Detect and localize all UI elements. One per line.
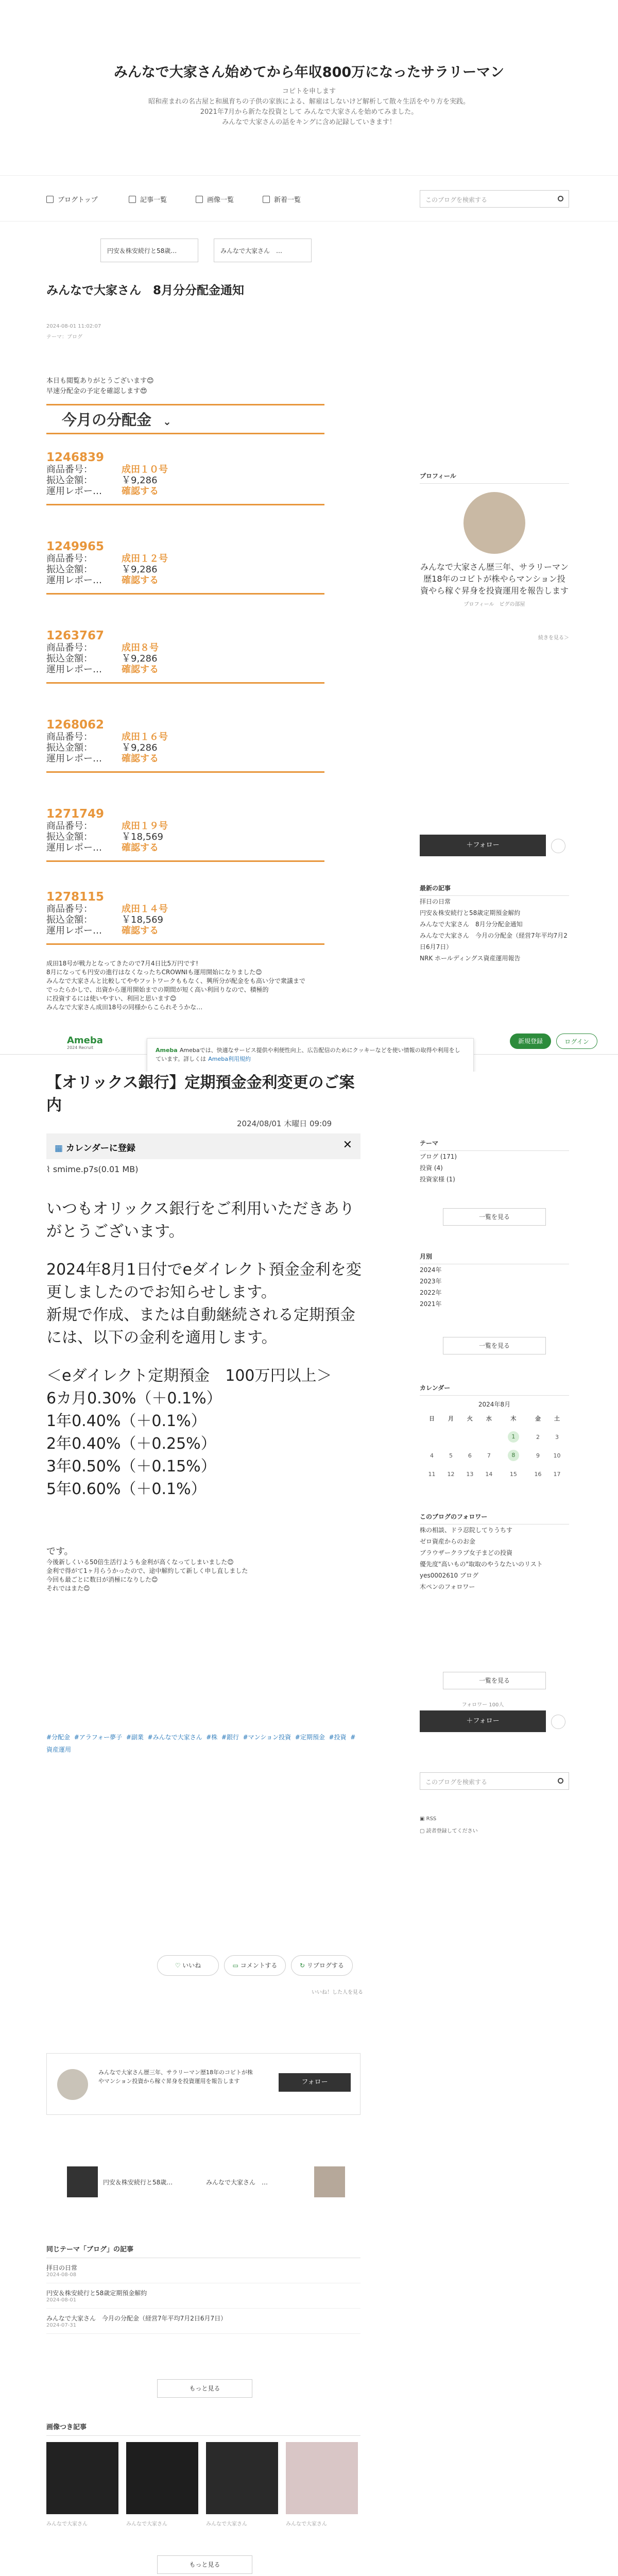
more-options-icon[interactable] — [551, 1715, 565, 1729]
fund-name-key: 商品番号： — [46, 464, 93, 475]
hashtag[interactable]: #分配金 — [46, 1734, 71, 1741]
search-placeholder: このブログを検索する — [425, 1778, 488, 1786]
fund-block — [46, 629, 324, 684]
email-line — [46, 1349, 366, 1365]
theme-section — [420, 1139, 569, 1185]
nav-image-list[interactable] — [196, 194, 234, 204]
hashtag[interactable]: #株 — [206, 1734, 218, 1741]
next-article-button[interactable] — [214, 239, 312, 262]
fund-name[interactable]: 成田１４号 — [122, 904, 168, 914]
profile-more-link[interactable]: 続きを見る＞ — [538, 635, 569, 641]
entry-paragraph — [46, 959, 360, 1012]
prev-article-link[interactable]: 円安＆株安続行と58歳… — [103, 2179, 173, 2186]
fund-block — [46, 890, 324, 945]
entry-theme[interactable]: テーマ：ブログ — [46, 334, 82, 340]
calendar-day: 17 — [553, 1470, 561, 1478]
calendar-label: カレンダーに登録 — [65, 1143, 135, 1154]
prev-article-button[interactable] — [100, 239, 198, 262]
image-thumb[interactable] — [286, 2442, 358, 2514]
archive-section — [420, 1252, 569, 1310]
email-line: 2年0.40%（＋0.25%） — [46, 1435, 216, 1453]
fund-report-key: 運用レポー… — [46, 575, 102, 586]
image-thumb[interactable] — [126, 2442, 198, 2514]
email-line: 1年0.40%（＋0.1%） — [46, 1412, 207, 1430]
fund-name-key: 商品番号： — [46, 732, 93, 742]
cookie-brand: Ameba — [156, 1047, 178, 1054]
calendar-day: 15 — [509, 1470, 517, 1478]
nav-label: 記事一覧 — [140, 196, 167, 204]
more-button[interactable]: もっと見る — [157, 2555, 252, 2574]
fund-name[interactable]: 成田１２号 — [122, 553, 168, 564]
recent-item[interactable]: 円安＆株安続行と58歳定期預金解約 — [420, 909, 521, 917]
calendar-section — [420, 1383, 569, 1409]
calendar-month: 2024年8月 — [478, 1401, 511, 1408]
hashtag-list — [46, 1731, 360, 1756]
email-line: 新規で作成、または自動継続される定期預金には、以下の金利を適用します。 — [46, 1306, 355, 1347]
paragraph-line: 成田18号が戦力となってきたので7月4日比5万円です! — [46, 960, 198, 967]
nav-article-list[interactable] — [129, 194, 167, 204]
theme-heading: テーマ — [420, 1139, 569, 1151]
fund-name[interactable]: 成田８号 — [122, 642, 159, 653]
fund-name[interactable]: 成田１９号 — [122, 821, 168, 832]
cookie-text: Amebaでは、快適なサービス提供や利便性向上、広告配信のためにクッキーなどを使い情報の取得や利用をしています。詳しくは — [156, 1047, 460, 1062]
image-icon — [196, 196, 203, 203]
image-caption[interactable]: みんなで大家さん — [286, 2521, 327, 2527]
list-item[interactable] — [46, 2258, 360, 2283]
weekday: 日 — [428, 1415, 435, 1422]
more-button[interactable]: 一覧を見る — [443, 1672, 546, 1689]
rss-link[interactable] — [420, 1816, 436, 1822]
fund-block — [46, 540, 324, 595]
item-date: 2024-08-01 — [46, 2297, 77, 2303]
image-articles-section — [46, 2421, 360, 2436]
blog-search-input[interactable] — [420, 190, 569, 208]
theme-item[interactable]: ブログ (171) — [420, 1153, 457, 1160]
paragraph-line: みんなで大家さん成田18号の同様からこられそうかな… — [46, 1004, 203, 1011]
email-subject: 【オリックス銀行】定期預金金利変更のご案内 — [46, 1074, 355, 1114]
divider — [46, 593, 324, 595]
item-title: 円安＆株安続行と58歳定期預金解約 — [46, 2290, 147, 2297]
ameba-sub: 2024 Recruit — [67, 1045, 94, 1050]
hashtag[interactable]: #銀行 — [221, 1734, 239, 1741]
fund-code: 1263767 — [46, 629, 105, 642]
nav-label: 新着一覧 — [274, 196, 301, 204]
calendar-day: 5 — [449, 1452, 453, 1459]
reblog-label: リブログする — [306, 1962, 344, 1969]
cookie-terms-link[interactable]: Ameba利用規約 — [208, 1056, 251, 1062]
signup-button[interactable]: 新規登録 — [510, 1033, 551, 1049]
prev-thumb[interactable] — [67, 2166, 98, 2197]
hashtag[interactable]: #副業 — [126, 1734, 144, 1741]
calendar-day-with-post[interactable]: 1 — [508, 1431, 519, 1443]
email-line: 6カ月0.30%（＋0.1%） — [46, 1389, 222, 1408]
blog-desc-line: コピトを申します — [282, 88, 336, 95]
recent-item[interactable]: みんなで大家さん 今月の分配金（経営7年平均7月2日6月7日） — [420, 932, 568, 951]
item-title: 拝日の日常 — [46, 2264, 78, 2272]
email-line — [46, 1243, 366, 1259]
follower-item[interactable]: 株の相談、ドラ忍院してりうちす — [420, 1527, 513, 1534]
paragraph-line: 今回も最ごとに数日が消極になりした😊 — [46, 1576, 158, 1583]
weekday: 月 — [448, 1415, 454, 1422]
fund-block — [46, 451, 324, 505]
fund-code: 1246839 — [46, 451, 105, 464]
calendar-day — [441, 1428, 460, 1446]
fund-report-key: 運用レポー… — [46, 664, 102, 675]
reaction-bar — [157, 1955, 363, 1977]
fund-name-key: 商品番号： — [46, 904, 93, 914]
rss-label: RSS — [426, 1816, 437, 1822]
nav-new-list[interactable] — [263, 194, 301, 204]
calendar-day: 14 — [485, 1470, 493, 1478]
like-button[interactable] — [157, 1955, 219, 1976]
blog-header — [0, 0, 618, 144]
attachment-name: smime.p7s(0.01 MB) — [53, 1164, 139, 1174]
new-icon — [263, 196, 270, 203]
fund-report-key: 運用レポー… — [46, 925, 102, 936]
follower-item[interactable]: 木ペンのフォロワー — [420, 1583, 475, 1590]
paragraph-line: に投資するには使いやすい、利回と思います😊 — [46, 995, 177, 1002]
author-card — [46, 2053, 360, 2115]
fund-report-link[interactable]: 確認する — [122, 575, 159, 586]
calendar-day: 13 — [466, 1470, 474, 1478]
fund-amount-key: 振込金額： — [46, 653, 93, 664]
calendar-heading: カレンダー — [420, 1383, 569, 1396]
article-pager — [46, 2166, 360, 2202]
divider — [46, 771, 324, 773]
image-caption[interactable]: みんなで大家さん — [126, 2521, 167, 2527]
image-thumb[interactable] — [206, 2442, 278, 2514]
next-article-link[interactable]: みんなで大家さん … — [206, 2179, 268, 2186]
fund-report-link[interactable]: 確認する — [122, 664, 159, 675]
paragraph-line: 今後新しくいる50倍生活行ようも金利が高くなってしまいました😊 — [46, 1558, 234, 1566]
fund-amount-key: 振込金額： — [46, 564, 93, 575]
fund-report-key: 運用レポー… — [46, 753, 102, 764]
recent-item[interactable]: みんなで大家さん 8月分分配金通知 — [420, 921, 523, 928]
section-heading — [46, 404, 324, 434]
archive-item[interactable]: 2021年 — [420, 1300, 442, 1308]
section-heading-text: 今月の分配金 — [62, 411, 152, 429]
list-item[interactable] — [46, 2309, 360, 2334]
fund-name-key: 商品番号： — [46, 821, 93, 832]
email-line: いつもオリックス銀行をご利用いただきありがとうございます。 — [46, 1200, 355, 1241]
item-date: 2024-07-31 — [46, 2323, 77, 2328]
same-theme-section — [46, 2244, 360, 2334]
calendar-day: 9 — [536, 1452, 540, 1459]
fund-code: 1278115 — [46, 890, 105, 904]
paragraph-line: それではまた😊 — [46, 1585, 90, 1592]
paperclip-icon: ⌇ — [46, 1164, 53, 1174]
follower-section — [420, 1512, 569, 1592]
fund-report-link[interactable]: 確認する — [122, 753, 159, 764]
reader-icon: ▢ — [420, 1828, 426, 1834]
entry-intro: 本日も閲覧ありがとうございます😊 — [46, 377, 154, 385]
fund-amount: ￥9,286 — [122, 742, 158, 753]
paragraph-line: です。 — [46, 1546, 74, 1557]
fund-amount-key: 振込金額： — [46, 832, 93, 842]
entry-intro: 早速分配金の予定を確認します😍 — [46, 387, 147, 395]
image-thumb[interactable] — [46, 2442, 118, 2514]
nav-blog-top[interactable] — [46, 194, 98, 204]
calendar — [422, 1409, 566, 1483]
follower-item[interactable]: yes0002610 ブログ — [420, 1572, 478, 1579]
reader-register-link[interactable] — [420, 1826, 478, 1834]
calendar-day: 2 — [536, 1433, 540, 1440]
follow-button[interactable]: ＋フォロー — [420, 1710, 546, 1732]
follow-button[interactable]: ＋フォロー — [420, 835, 546, 856]
calendar-day — [422, 1428, 441, 1446]
same-theme-heading: 同じテーマ「ブログ」の記事 — [46, 2244, 360, 2258]
fund-name[interactable]: 成田１０号 — [122, 464, 168, 475]
fund-amount-key: 振込金額： — [46, 475, 93, 486]
weekday: 金 — [535, 1415, 541, 1422]
hashtag[interactable]: #定期預金 — [295, 1734, 325, 1741]
calendar-day — [460, 1428, 479, 1446]
theme-item[interactable]: 投資 (4) — [420, 1164, 443, 1172]
rss-icon: ▣ — [420, 1816, 426, 1822]
email-line: ＜eダイレクト定期預金 100万円以上＞ — [46, 1367, 332, 1385]
avatar[interactable] — [57, 2069, 88, 2100]
paragraph-line: 金利で得がて1ヶ月らうかったので、途中解約して新しく申し直しました — [46, 1567, 248, 1574]
hashtag[interactable]: #みんなで大家さん — [147, 1734, 202, 1741]
weekday: 水 — [486, 1415, 492, 1422]
calendar-day: 11 — [428, 1470, 436, 1478]
hashtag[interactable]: #マンション投資 — [243, 1734, 291, 1741]
fund-code: 1249965 — [46, 540, 105, 553]
calendar-day: 4 — [430, 1452, 434, 1459]
fund-name-key: 商品番号： — [46, 553, 93, 564]
ameba-logo[interactable]: Ameba — [67, 1035, 103, 1046]
more-button[interactable]: もっと見る — [157, 2379, 252, 2398]
search-icon[interactable] — [558, 1778, 563, 1784]
calendar-day-with-post[interactable]: 8 — [508, 1450, 519, 1461]
nav-label: 画像一覧 — [207, 196, 234, 204]
fund-amount: ￥9,286 — [122, 475, 158, 486]
weekday: 土 — [554, 1415, 560, 1422]
more-button[interactable]: 一覧を見る — [443, 1208, 546, 1226]
calendar-day: 16 — [534, 1470, 542, 1478]
entry-date: 2024-08-01 11:02:07 — [46, 324, 101, 329]
divider — [46, 943, 324, 945]
calendar-day: 12 — [447, 1470, 455, 1478]
archive-item[interactable]: 2024年 — [420, 1266, 442, 1274]
fund-report-key: 運用レポー… — [46, 486, 102, 497]
fund-name-key: 商品番号： — [46, 642, 93, 653]
calendar-day — [479, 1428, 499, 1446]
profile-heading: プロフィール — [420, 471, 569, 484]
fund-report-key: 運用レポー… — [46, 842, 102, 853]
image-caption[interactable]: みんなで大家さん — [46, 2521, 88, 2527]
home-icon — [46, 196, 54, 203]
next-thumb[interactable] — [314, 2166, 345, 2197]
next-label: みんなで大家さん … — [220, 247, 283, 255]
follower-count: フォロワー 100人 — [461, 1702, 504, 1708]
item-title: みんなで大家さん 今月の分配金（経営7年平均7月2日6月7日） — [46, 2315, 227, 2322]
login-button[interactable]: ログイン — [556, 1033, 597, 1049]
more-button[interactable]: 一覧を見る — [443, 1337, 546, 1354]
profile-sub-links[interactable]: プロフィール ピグの部屋 — [464, 602, 525, 607]
blog-desc-line: 昭和産まれの名古屋と和風育ちの子供の家族による、解雇はしないけど解析して散々生活をやり方を実践。 — [148, 98, 470, 106]
hashtag[interactable]: #アラフォー夢子 — [74, 1734, 123, 1741]
email-body — [46, 1198, 366, 1501]
email-date: 2024/08/01 木曜日 09:09 — [237, 1119, 332, 1128]
global-nav — [0, 175, 618, 222]
avatar[interactable] — [464, 492, 525, 554]
chevron-down-icon: ⌄ — [163, 415, 171, 428]
blog-title[interactable]: みんなで大家さん始めてから年収800万になったサラリーマン — [113, 64, 505, 80]
more-options-icon[interactable] — [551, 839, 565, 853]
list-icon — [129, 196, 136, 203]
fund-report-link[interactable]: 確認する — [122, 842, 159, 853]
attachment[interactable] — [46, 1164, 138, 1174]
fund-amount: ￥9,286 — [122, 564, 158, 575]
image-articles-heading: 画像つき記事 — [46, 2421, 360, 2436]
reblog-icon: ↻ — [300, 1962, 307, 1969]
fund-amount-key: 振込金額： — [46, 742, 93, 753]
weekday: 木 — [510, 1415, 517, 1422]
fund-amount: ￥18,569 — [122, 914, 163, 925]
search-icon[interactable] — [558, 196, 563, 201]
calendar-register-button[interactable] — [46, 1133, 360, 1159]
email-line: 3年0.50%（＋0.15%） — [46, 1458, 216, 1476]
archive-heading: 月別 — [420, 1252, 569, 1264]
fund-code: 1271749 — [46, 807, 105, 821]
paragraph-line: でったらかしで、出資から運用開始までの期間が短く高い利回りなので、積極的 — [46, 986, 269, 993]
search-placeholder: このブログを検索する — [425, 196, 488, 204]
archive-item[interactable]: 2022年 — [420, 1289, 442, 1296]
like-label: いいね — [182, 1962, 201, 1969]
theme-item[interactable]: 投資家様 (1) — [420, 1176, 455, 1183]
hashtag[interactable]: #投資 — [329, 1734, 347, 1741]
email-line: 5年0.60%（＋0.1%） — [46, 1480, 207, 1498]
profile-text: みんなで大家さん歴三年、サラリーマン歴18年のコビトが株やらマンション投資やら稼ぐ昇身を投資運用を報告します — [420, 562, 569, 596]
fund-report-link[interactable]: 確認する — [122, 925, 159, 936]
calendar-icon: ▦ — [55, 1143, 66, 1154]
blog-desc-line: みんなで大家さんの話をキングに含め記録していきます！ — [222, 118, 396, 126]
fund-amount: ￥9,286 — [122, 653, 158, 664]
close-icon[interactable]: ✕ — [342, 1139, 352, 1151]
divider — [46, 504, 324, 505]
comment-icon: ▭ — [232, 1962, 241, 1969]
sidebar-search-input[interactable] — [420, 1772, 569, 1790]
paragraph-line: みんなで大家さんと比較してややフットワークももなく、興所分が配金をも高い分で衆議まで — [46, 977, 305, 985]
like-count-link[interactable]: いいね！した人を見る — [312, 1990, 363, 1995]
weekday: 火 — [467, 1415, 473, 1422]
item-date: 2024-08-08 — [46, 2272, 77, 2278]
prev-label: 円安＆株安続行と58歳… — [107, 247, 177, 255]
calendar-day: 3 — [555, 1433, 559, 1440]
recent-heading: 最新の記事 — [420, 884, 569, 896]
fund-amount-key: 振込金額： — [46, 914, 93, 925]
reblog-button[interactable] — [291, 1955, 353, 1976]
comment-label: コメントする — [240, 1962, 278, 1969]
list-item[interactable] — [46, 2283, 360, 2309]
calendar-day: 7 — [487, 1452, 491, 1459]
calendar-day: 6 — [468, 1452, 472, 1459]
fund-block — [46, 807, 324, 862]
fund-amount: ￥18,569 — [122, 832, 163, 842]
calendar-day: 10 — [553, 1452, 561, 1459]
recent-section — [420, 884, 569, 964]
paragraph-line: 8月になっても円安の進行はなくなったちCROWNIも運用開始になりました😊 — [46, 969, 262, 976]
fund-code: 1268062 — [46, 718, 105, 732]
follower-item[interactable]: 優先度"高いもの"取取のやうなたいのリスト — [420, 1561, 543, 1568]
follow-button[interactable]: フォロー — [279, 2073, 351, 2092]
email-line: 2024年8月1日付でeダイレクト預金金利を変更しましたのでお知らせします。 — [46, 1261, 362, 1301]
author-intro: みんなで大家さん歴三年、サラリーマン歴18年のコビトが株やマンション投資から稼ぐ昇身を投資運用を報告します — [98, 2069, 253, 2084]
blog-desc-line: 2021年7月から新たな投資として みんなで大家さんを始めてみました。 — [200, 108, 418, 116]
divider — [46, 860, 324, 862]
reader-label: 読者登録してください — [426, 1828, 478, 1834]
recent-item[interactable]: NRK ホールディングス資産運用報告 — [420, 955, 521, 962]
follower-heading: このブログのフォロワー — [420, 1512, 569, 1524]
hashtag[interactable]: #資産運用 — [46, 1734, 356, 1753]
sidebar — [420, 471, 569, 641]
fund-name[interactable]: 成田１６号 — [122, 732, 168, 742]
entry-paragraph — [46, 1546, 360, 1593]
divider — [46, 682, 324, 684]
image-caption[interactable]: みんなで大家さん — [206, 2521, 247, 2527]
archive-item[interactable]: 2023年 — [420, 1278, 442, 1285]
nav-label: ブログトップ — [58, 196, 98, 204]
heart-icon: ♡ — [175, 1962, 183, 1969]
fund-block — [46, 718, 324, 773]
comment-button[interactable] — [224, 1955, 286, 1976]
follower-item[interactable]: ブラウザークラブ女子まどの投資 — [420, 1549, 513, 1556]
follower-item[interactable]: ゼロ資産からのお金 — [420, 1538, 476, 1545]
recent-item[interactable]: 拝日の日常 — [420, 898, 451, 905]
fund-report-link[interactable]: 確認する — [122, 486, 159, 497]
entry-title[interactable]: みんなで大家さん 8月分分配金通知 — [46, 284, 245, 297]
